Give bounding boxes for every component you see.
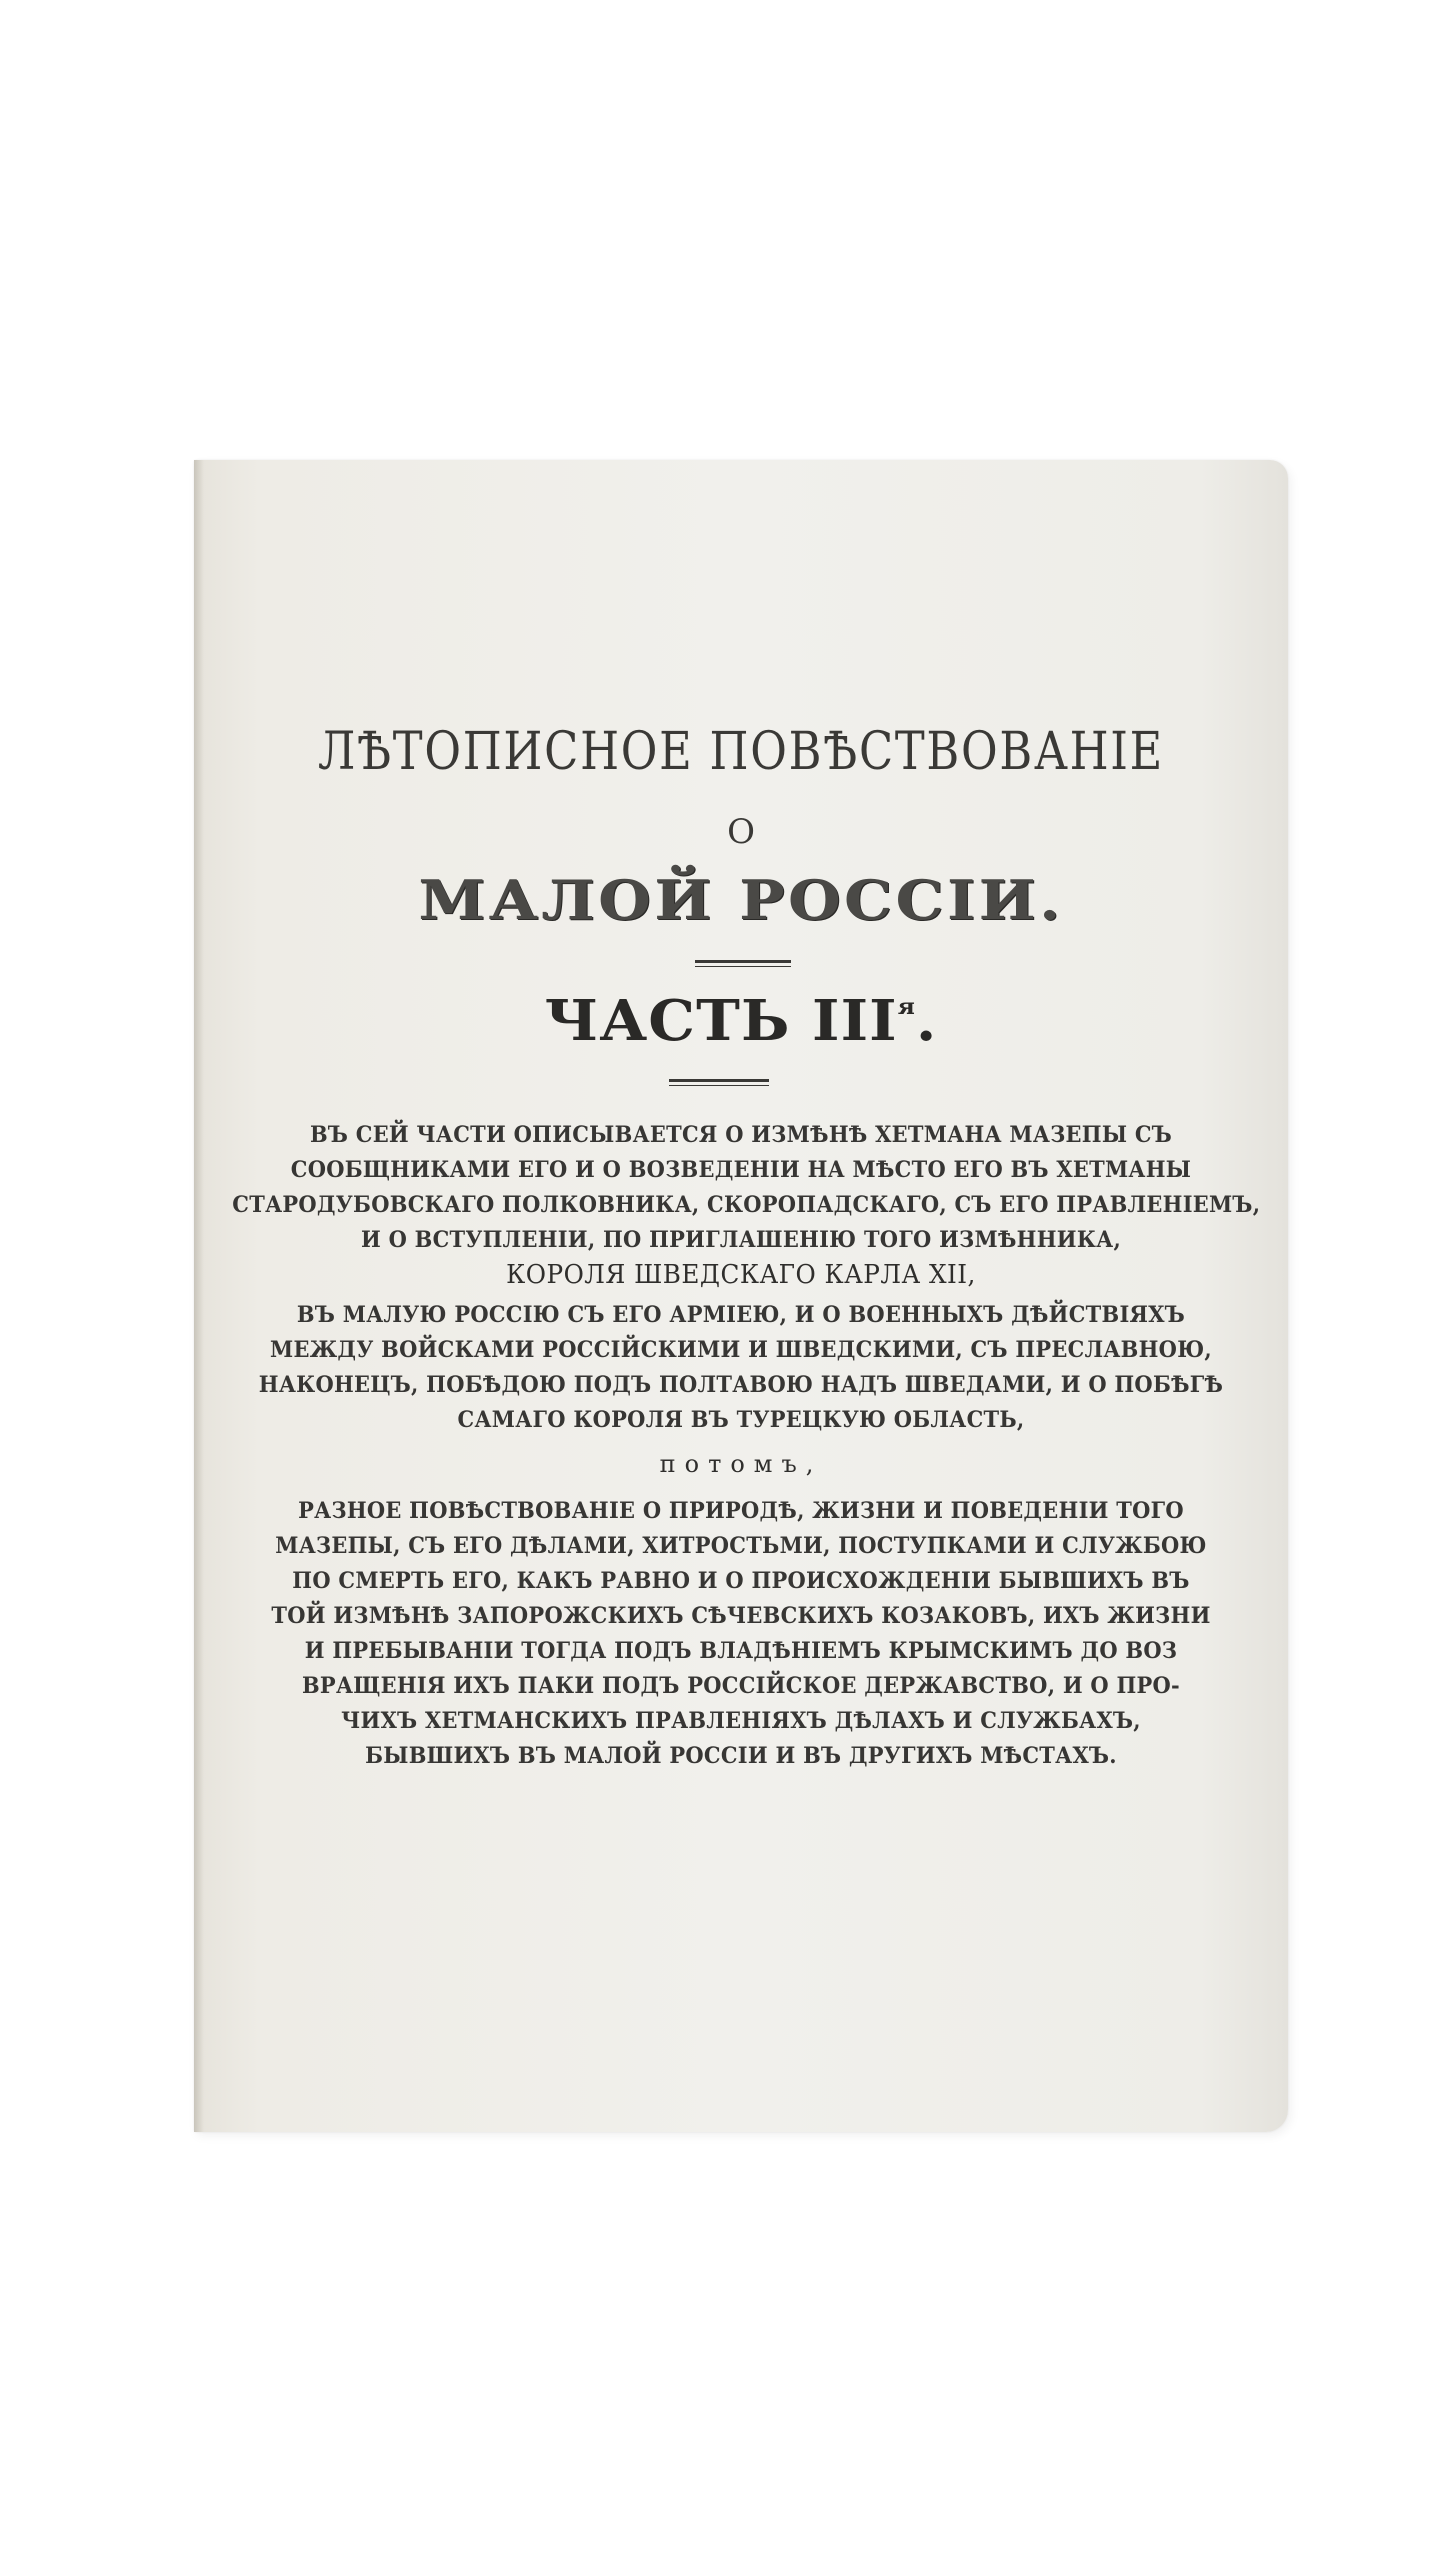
title-line-3: МАЛОЙ РОССІИ. <box>418 868 1064 932</box>
summary-line: ВЪ МАЛУЮ РОССІЮ СЪ ЕГО АРМІЕЮ, И О ВОЕННЫХЪ ДѢЙСТВІЯХЪ <box>296 1302 1186 1328</box>
part-period: . <box>915 988 938 1054</box>
summary-line: СООБЩНИКАМИ ЕГО И О ВОЗВЕДЕНІИ НА МѢСТО ЕГО ВЪ ХЕТМАНЫ <box>290 1157 1192 1183</box>
summary-line: И ПРЕБЫВАНІИ ТОГДА ПОДЪ ВЛАДѢНІЕМЪ КРЫМСКИМЪ ДО ВОЗ <box>304 1638 1178 1664</box>
summary-line: РАЗНОЕ ПОВѢСТВОВАНІЕ О ПРИРОДѢ, ЖИЗНИ И ПОВЕДЕНІИ ТОГО <box>298 1498 1184 1524</box>
part-label: ЧАСТЬ III <box>544 988 898 1054</box>
summary-line: БЫВШИХЪ ВЪ МАЛОЙ РОССІИ И ВЪ ДРУГИХЪ МѢСТАХЪ. <box>365 1743 1117 1769</box>
summary-line: МАЗЕПЫ, СЪ ЕГО ДѢЛАМИ, ХИТРОСТЬМИ, ПОСТУПКАМИ И СЛУЖБОЮ <box>275 1533 1207 1559</box>
part-suffix: я <box>897 994 916 1020</box>
title-line-2: О <box>727 812 755 852</box>
summary-line: И О ВСТУПЛЕНІИ, ПО ПРИГЛАШЕНІЮ ТОГО ИЗМѢННИКА, <box>360 1227 1122 1253</box>
divider-rule <box>695 960 791 967</box>
summary-line: ТОЙ ИЗМѢНѢ ЗАПОРОЖСКИХЪ СѢЧЕВСКИХЪ КОЗАКОВЪ, ИХЪ ЖИЗНИ <box>271 1603 1211 1629</box>
summary-line: ВРАЩЕНІЯ ИХЪ ПАКИ ПОДЪ РОССІЙСКОЕ ДЕРЖАВСТВО, И О ПРО- <box>301 1673 1181 1699</box>
divider-rule <box>669 1079 769 1086</box>
summary-line: МЕЖДУ ВОЙСКАМИ РОССІЙСКИМИ И ШВЕДСКИМИ, СЪ ПРЕСЛАВНОЮ, <box>270 1337 1212 1363</box>
summary-line: НАКОНЕЦЪ, ПОБѢДОЮ ПОДЪ ПОЛТАВОЮ НАДЪ ШВЕДАМИ, И О ПОБѢГѢ <box>258 1372 1224 1398</box>
summary-line: ЧИХЪ ХЕТМАНСКИХЪ ПРАВЛЕНІЯХЪ ДѢЛАХЪ И СЛУЖБАХЪ, <box>341 1708 1141 1734</box>
part-heading <box>167 988 1316 1054</box>
summary-then-line: потомъ, <box>659 1450 823 1478</box>
summary-line: ПО СМЕРТЬ ЕГО, КАКЪ РАВНО И О ПРОИСХОЖДЕНІИ БЫВШИХЪ ВЪ <box>292 1568 1190 1594</box>
summary-line: СТАРОДУБОВСКАГО ПОЛКОВНИКА, СКОРОПАДСКАГО, СЪ ЕГО ПРАВЛЕНІЕМЪ, <box>232 1192 1261 1218</box>
summary-king-line: КОРОЛЯ ШВЕДСКАГО КАРЛА XII, <box>506 1260 976 1290</box>
title-line-1: ЛѢТОПИСНОЕ ПОВѢСТВОВАНІЕ <box>317 722 1165 782</box>
book-page <box>194 460 1288 2132</box>
summary-line: САМАГО КОРОЛЯ ВЪ ТУРЕЦКУЮ ОБЛАСТЬ, <box>457 1407 1025 1433</box>
summary-line: ВЪ СЕЙ ЧАСТИ ОПИСЫВАЕТСЯ О ИЗМѢНѢ ХЕТМАНА МАЗЕПЫ СЪ <box>309 1122 1173 1148</box>
